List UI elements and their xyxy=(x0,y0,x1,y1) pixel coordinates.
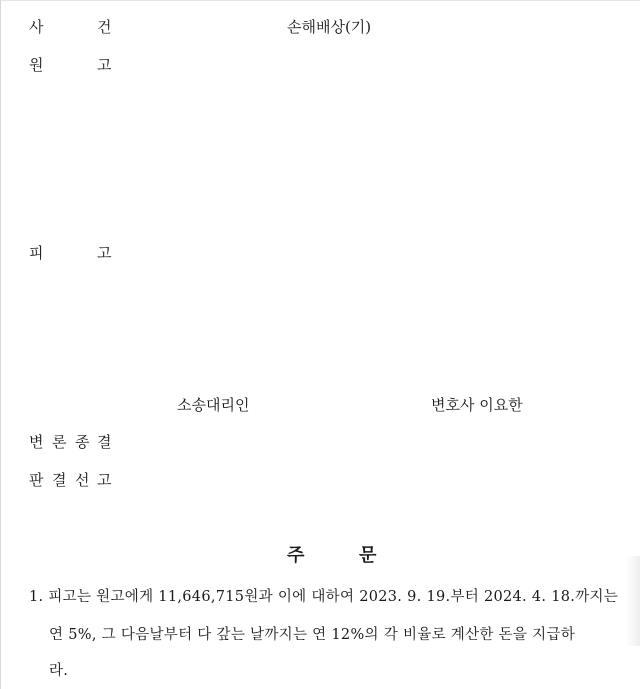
judgment-label-char-2: 결 xyxy=(52,471,67,489)
judgment-label-char-1: 판 xyxy=(29,471,44,489)
page-edge-shadow xyxy=(626,556,640,646)
judgment-label-char-3: 선 xyxy=(75,471,90,489)
order-item1-line2: 연 5%, 그 다음날부터 다 갚는 날까지는 연 12%의 각 비율로 계산한 돈을 지급하 xyxy=(49,627,576,643)
defendant-label-char-1: 피 xyxy=(29,244,44,262)
order-item1-line1: 1. 피고는 원고에게 11,646,715원과 이에 대하여 2023. 9. 19.부터 2024. 4. 18.까지는 xyxy=(29,589,619,605)
order-heading-char-1: 주 xyxy=(287,545,305,566)
closing-label-char-3: 종 xyxy=(75,433,90,451)
case-label-char-1: 사 xyxy=(29,18,44,36)
attorney-title: 소송대리인 xyxy=(177,396,250,414)
case-label-char-2: 건 xyxy=(97,18,112,36)
closing-label-char-1: 변 xyxy=(29,433,44,451)
order-heading-char-2: 문 xyxy=(359,545,377,566)
closing-label-char-2: 론 xyxy=(52,433,67,451)
plaintiff-label-char-1: 원 xyxy=(29,56,44,74)
defendant-label-char-2: 고 xyxy=(97,244,112,262)
plaintiff-label-char-2: 고 xyxy=(97,56,112,74)
judgment-label-char-4: 고 xyxy=(97,471,112,489)
closing-label-char-4: 결 xyxy=(97,433,112,451)
attorney-name: 변호사 이요한 xyxy=(431,396,523,414)
case-value: 손해배상(기) xyxy=(287,18,372,36)
order-item1-line3: 라. xyxy=(49,663,69,679)
